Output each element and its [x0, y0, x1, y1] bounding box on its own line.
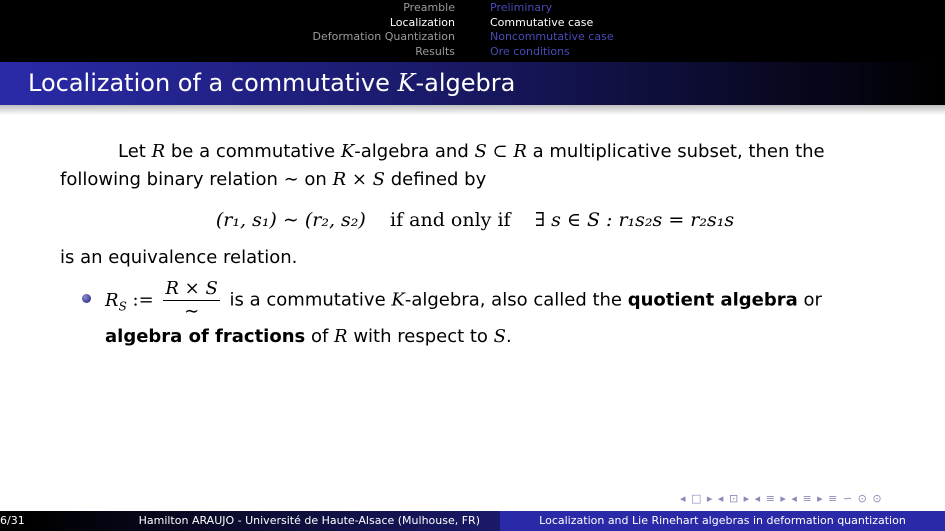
fraction-R-times-S-over-sim: [163, 278, 219, 323]
formula-right: ∃ s ∈ S : r₁s₂s = r₂s₁s: [534, 209, 735, 231]
formula-iff: if and only if: [390, 209, 511, 231]
beamer-navigation-icons[interactable]: ◂ □ ▸ ◂ ⊡ ▸ ◂ ≡ ▸ ◂ ≡ ▸ ≡ ∽ ⊙ ⊙: [680, 492, 883, 505]
text-or: or: [797, 289, 822, 311]
nav-subsection-ore-conditions[interactable]: Ore conditions: [490, 44, 570, 58]
slide-content: [60, 138, 890, 351]
text-of: of: [305, 326, 335, 347]
math-K: K: [340, 141, 355, 162]
nav-subsection-noncommutative-case[interactable]: Noncommutative case: [490, 30, 614, 43]
text-be-commutative: be a commutative: [165, 141, 341, 162]
math-sim: ∼: [283, 169, 299, 190]
text-defined-by: defined by: [384, 169, 487, 190]
footer-author: Hamilton ARAUJO - Université de Haute-Alsace (Mulhouse, FR): [30, 511, 500, 531]
nav-section-deformation-quantization[interactable]: Deformation Quantization: [312, 30, 455, 43]
slide-title-var: K: [397, 69, 416, 97]
nav-section-localization[interactable]: Localization: [389, 15, 455, 29]
math-S-bullet: S: [493, 326, 507, 347]
math-assign: :=: [126, 289, 154, 311]
math-R-times-S: R × S: [332, 169, 385, 190]
math-RS-base: R: [105, 289, 119, 311]
definition-paragraph: [60, 138, 890, 194]
bullet-item: [60, 278, 890, 351]
text-period: .: [506, 326, 512, 347]
text-let: Let: [118, 141, 152, 162]
footer-bar: [0, 511, 945, 531]
header-bar: [0, 0, 945, 62]
page-number: 6/31: [0, 511, 30, 531]
text-multiplicative-subset: a multiplicative subset, then the following binary relation: [60, 141, 825, 190]
title-shadow: [0, 105, 945, 115]
bullet-dot-icon: [82, 294, 91, 303]
text-algebra-and: -algebra and: [354, 141, 475, 162]
subsection-nav: [490, 1, 614, 59]
formula-left: (r₁, s₁) ∼ (r₂, s₂): [215, 209, 366, 231]
slide-title-suffix: -algebra: [415, 69, 516, 97]
math-RS: [105, 289, 127, 314]
slide-title-prefix: Localization of a commutative: [28, 69, 398, 97]
section-nav: [0, 1, 455, 59]
math-R-bullet: R: [334, 326, 348, 347]
equivalence-statement: is an equivalence relation.: [60, 247, 298, 268]
text-also-called: -algebra, also called the: [404, 289, 628, 311]
math-K-bullet: K: [391, 289, 405, 311]
math-R: R: [151, 141, 166, 162]
nav-subsection-preliminary[interactable]: Preliminary: [490, 1, 553, 14]
text-is-commutative: is a commutative: [223, 289, 392, 311]
term-algebra-of-fractions: algebra of fractions: [105, 326, 306, 347]
footer-title: Localization and Lie Rinehart algebras in deformation quantization: [500, 511, 945, 531]
slide-title: [28, 69, 515, 97]
math-RS-sub: S: [118, 299, 127, 314]
slide-title-bar: [0, 62, 945, 105]
nav-section-preamble[interactable]: Preamble: [403, 1, 455, 14]
nav-subsection-commutative-case[interactable]: Commutative case: [490, 15, 594, 29]
text-on: on: [298, 169, 333, 190]
text-with-respect-to: with respect to: [347, 326, 494, 347]
nav-section-results[interactable]: Results: [415, 44, 455, 58]
math-S-subset-R: S ⊂ R: [474, 141, 527, 162]
equivalence-relation-formula: [60, 206, 890, 234]
fraction-numerator: R × S: [165, 278, 218, 299]
fraction-denominator: ∼: [184, 301, 200, 322]
term-quotient-algebra: quotient algebra: [627, 289, 798, 311]
